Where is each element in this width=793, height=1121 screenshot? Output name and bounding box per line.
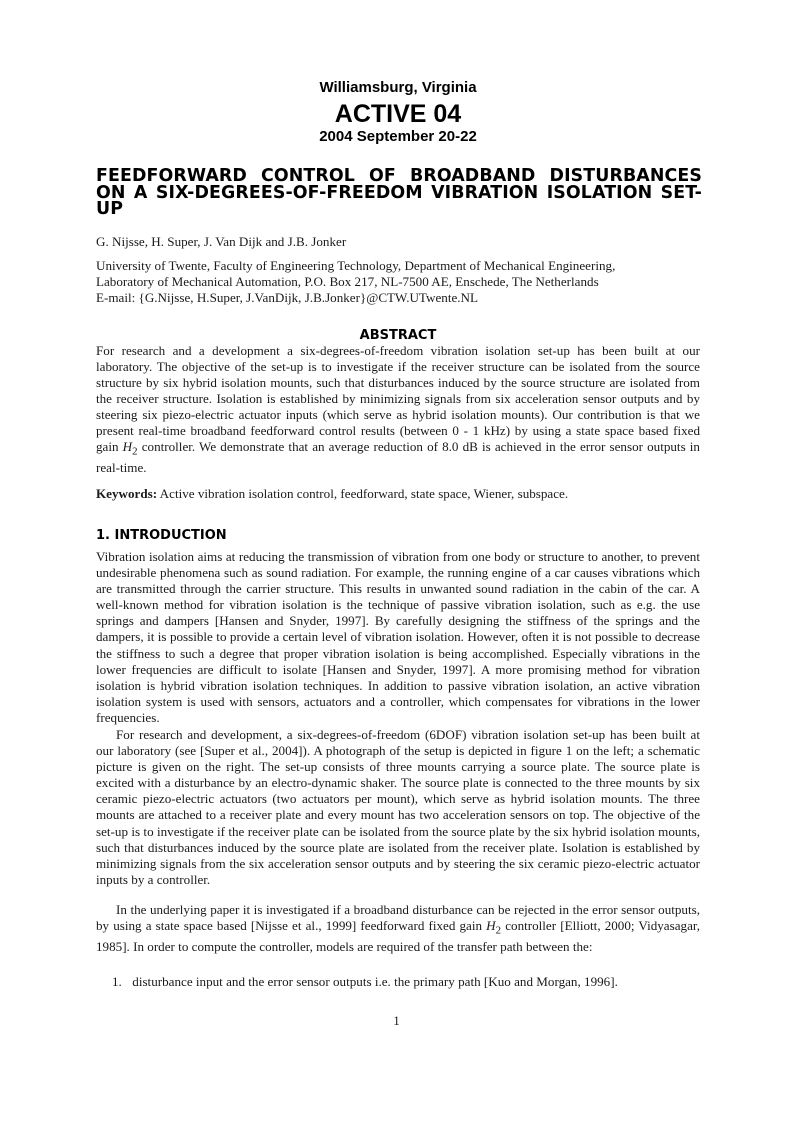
intro-p3-text-2: controller [Elliott, 2000; Vidyasagar, 1985]. In order to compute the controller, models are required of the transfer path between the: xyxy=(96,918,700,954)
abstract-body xyxy=(96,343,700,476)
h2-symbol-2: H xyxy=(486,918,496,934)
keywords-text: Active vibration isolation control, feedforward, state space, Wiener, subspace. xyxy=(159,486,569,501)
keywords xyxy=(96,486,700,502)
conference-dates: 2004 September 20-22 xyxy=(319,128,477,145)
intro-paragraph-1: Vibration isolation aims at reducing the transmission of vibration from one body or structure to another, to prevent undesirable phenomena such as sound radiation. For example, the running engine of a car causes vibrations which are transmitted through the carrier structure. This results in unwanted sound radiation in the cabin of the car. A well-known method for vibration isolation is the technique of passive vibration isolation, such as e.g. the use springs and dampers [Hansen and Snyder, 1997]. By carefully designing the stiffness of the springs and the dampers, it is possible to provide a certain level of vibration isolation. However, often it is not possible to decrease the stiffness to such a degree that proper vibration isolation is being accomplished. Especially vibrations in the lower frequencies are difficult to isolate [Hansen and Snyder, 1997]. A more promising method for vibration isolation is hybrid vibration isolation techniques. In addition to passive vibration isolation, an active vibration isolation system is used with sensors, actuators and a controller, which compensates for vibrations in the lower frequencies. xyxy=(96,549,700,725)
keywords-label: Keywords: xyxy=(96,486,158,501)
intro-paragraph-3 xyxy=(96,902,700,955)
email-line: E-mail: {G.Nijsse, H.Super, J.VanDijk, J.B.Jonker}@CTW.UTwente.NL xyxy=(96,290,479,305)
list-number: 1. xyxy=(112,974,122,989)
h2-subscript-2: 2 xyxy=(495,924,502,937)
list-item xyxy=(96,974,700,990)
h2-subscript: 2 xyxy=(132,445,138,458)
h2-symbol: H xyxy=(122,439,133,454)
conference-name: ACTIVE 04 xyxy=(334,100,462,128)
paper-title: FEEDFORWARD CONTROL OF BROADBAND DISTURBANCES ON A SIX-DEGREES-OF-FREEDOM VIBRATION ISOLATION SET-UP xyxy=(96,166,702,219)
page-number: 1 xyxy=(393,1013,400,1028)
intro-p3-text-1: In the underlying paper it is investigated if a broadband disturbance can be rejected in the error sensor outputs, by using a state space based [Nijsse et al., 1999] feedforward fixed gain xyxy=(96,902,700,934)
affiliation-line-2: Laboratory of Mechanical Automation, P.O. Box 217, NL-7500 AE, Enschede, The Netherlands xyxy=(96,274,599,289)
affiliation-line-1: University of Twente, Faculty of Engineering Technology, Department of Mechanical Engineering, xyxy=(96,258,616,273)
intro-paragraph-2: For research and development, a six-degrees-of-freedom (6DOF) vibration isolation set-up has been built at our laboratory (see [Super et al., 2004]). A photograph of the setup is depicted in figure 1 on the left; a schematic picture is given on the right. The set-up consists of three mounts carrying a source plate. The source plate is excited with a disturbance by an electro-dynamic shaker. The source plate is connected to the three mounts by six ceramic piezo-electric actuators (two actuators per mount), which serve as hybrid isolation mounts. The three mounts are attached to a receiver plate and every mount has two acceleration sensors on top. The objective of the set-up is to investigate if the receiver plate can be isolated from the source plate by the six hybrid isolation mounts, such that disturbances induced by the source plate are isolated from the receiver plate. Isolation is established by minimizing signals from the six acceleration sensor outputs and by steering the six ceramic piezo-electric actuator inputs by a controller. xyxy=(96,727,700,887)
section-heading-introduction: 1. INTRODUCTION xyxy=(96,528,227,543)
abstract-text-1: For research and a development a six-degrees-of-freedom vibration isolation set-up has been built at our laboratory. The objective of the set-up is to investigate if the receiver structure can be isolated from the source structure by six hybrid isolation mounts, such that disturbances induced by the source structure are isolated from the receiver structure. Isolation is established by minimizing signals from six acceleration sensor outputs and by steering six piezo-electric actuator inputs (which serve as hybrid isolation mounts). Our contribution is that we present real-time broadband feedforward control results (between 0 - 1 kHz) by using a state space based fixed gain xyxy=(96,343,700,454)
abstract-text-2: controller. We demonstrate that an average reduction of 8.0 dB is achieved in the error sensor outputs in real-time. xyxy=(96,439,700,475)
authors: G. Nijsse, H. Super, J. Van Dijk and J.B. Jonker xyxy=(96,234,347,249)
abstract-heading: ABSTRACT xyxy=(359,328,437,343)
conference-location: Williamsburg, Virginia xyxy=(319,79,477,96)
affiliation xyxy=(96,258,706,306)
list-item-text: disturbance input and the error sensor outputs i.e. the primary path [Kuo and Morgan, 1996]. xyxy=(132,974,618,989)
